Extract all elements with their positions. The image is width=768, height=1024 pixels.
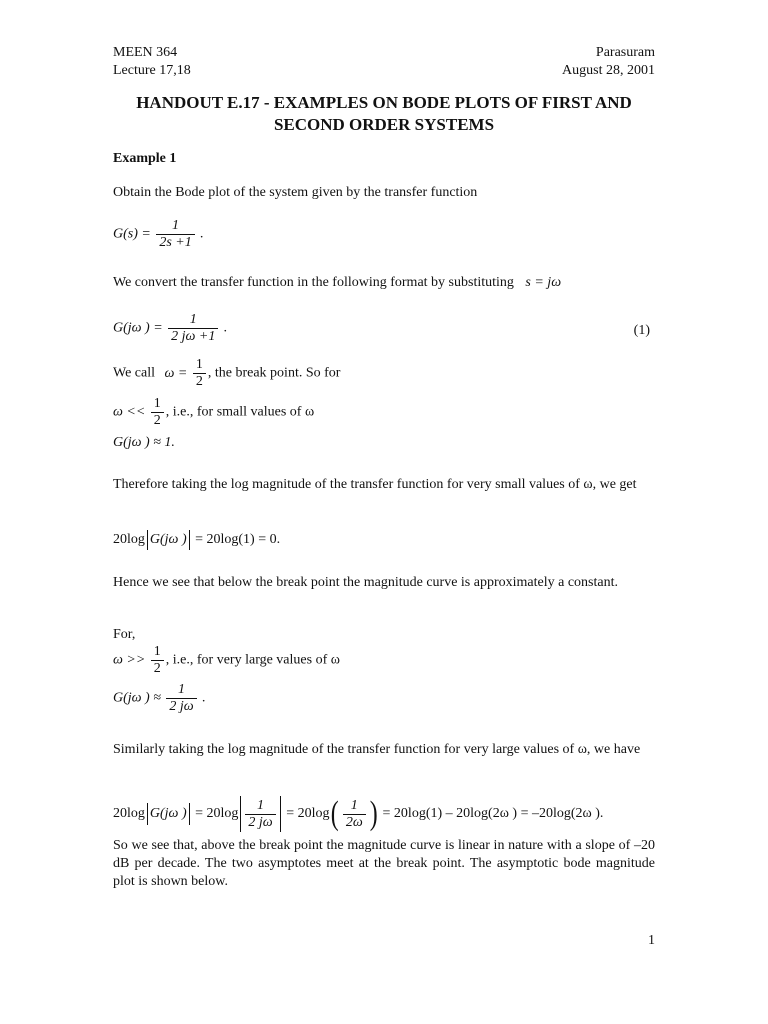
equation-approx-1: G(jω ) ≈ 1. — [113, 435, 175, 450]
paragraph-constant: Hence we see that below the break point the magnitude curve is approximately a constant. — [113, 575, 618, 590]
fraction — [166, 682, 196, 715]
fraction — [343, 798, 366, 831]
numerator: 1 — [178, 682, 186, 697]
author-name: Parasuram — [595, 45, 655, 60]
call-text: We call — [113, 365, 156, 381]
page-title-line1: HANDOUT E.17 - EXAMPLES ON BODE PLOTS OF FIRST AND — [136, 93, 632, 112]
numerator: 1 — [350, 797, 358, 813]
handout-date: August 28, 2001 — [562, 63, 655, 78]
page-number: 1 — [648, 933, 655, 948]
abs-bar-right — [280, 796, 281, 832]
equation-log-small — [113, 530, 280, 550]
numerator: 1 — [172, 218, 180, 233]
eq-20log: 20log — [113, 532, 145, 548]
eq-dot: . — [200, 226, 204, 242]
denominator: 2 jω — [166, 698, 196, 715]
section-heading: Example 1 — [113, 151, 177, 166]
eq-gjw: G(jω ) — [149, 532, 187, 548]
abs-bar-left — [147, 530, 148, 550]
paragraph-log-small: Therefore taking the log magnitude of the transfer function for very small values of ω, we get — [113, 477, 637, 492]
eq-lhs: G(s) = — [113, 226, 151, 242]
equation-log-large — [113, 796, 603, 832]
small-values-text: , i.e., for small values of ω — [165, 404, 315, 420]
paragraph-convert — [113, 274, 561, 292]
fraction — [245, 798, 275, 831]
break-text: , the break point. So for — [207, 365, 341, 381]
paren-left: ( — [331, 795, 340, 832]
paragraph-for: For, — [113, 627, 136, 642]
eq-lhs: G(jω ) = — [113, 320, 163, 336]
fraction-half — [193, 357, 206, 390]
equation-gs — [113, 218, 204, 251]
eq-dot: . — [202, 690, 206, 706]
eq-20log: 20log — [113, 806, 145, 822]
fraction — [168, 312, 218, 345]
equation-number: (1) — [633, 323, 650, 338]
eq-dot: . — [223, 320, 228, 336]
eq-rhs: = 20log(1) – 20log(2ω ) = –20log(2ω ). — [382, 806, 604, 822]
eq-mid2: = 20log — [286, 806, 330, 822]
substitution: s = jω — [525, 275, 562, 290]
fraction — [156, 218, 194, 251]
fraction-half — [151, 644, 164, 677]
paragraph-intro: Obtain the Bode plot of the system given by the transfer function — [113, 185, 478, 200]
numerator: 1 — [153, 644, 161, 659]
denominator: 2 — [151, 412, 164, 429]
course-code: MEEN 364 — [113, 45, 178, 60]
equation-approx-large — [113, 682, 206, 715]
omega-gg: ω >> — [113, 652, 146, 668]
abs-bar-left — [240, 796, 241, 832]
eq-rhs: = 20log(1) = 0. — [195, 532, 281, 548]
large-omega-line — [113, 644, 340, 677]
abs-bar-left — [147, 803, 148, 825]
denominator: 2 — [151, 660, 164, 677]
paren-right: ) — [369, 795, 378, 832]
fraction-half — [151, 396, 164, 429]
numerator: 1 — [195, 357, 203, 372]
eq-mid1: = 20log — [195, 806, 239, 822]
omega-ll: ω << — [113, 404, 146, 420]
abs-bar-right — [189, 803, 190, 825]
lecture-number: Lecture 17,18 — [113, 63, 191, 78]
denominator: 2 jω +1 — [168, 328, 218, 345]
abs-bar-right — [189, 530, 190, 550]
denominator: 2ω — [343, 814, 366, 831]
convert-text: We convert the transfer function in the following format by substituting — [113, 275, 514, 290]
eq-gjw: G(jω ) — [149, 806, 187, 822]
paragraph-conclusion: So we see that, above the break point the magnitude curve is linear in nature with a slope of –20 dB per decade. The two asymptotes meet at the break point. The asymptotic bode magnitude plot is shown below. — [113, 838, 655, 889]
omega-eq: ω = — [164, 365, 188, 381]
denominator: 2 jω — [245, 814, 275, 831]
numerator: 1 — [189, 312, 197, 327]
denominator: 2s +1 — [156, 234, 194, 251]
numerator: 1 — [153, 396, 161, 411]
numerator: 1 — [257, 797, 265, 813]
page-title-line2: SECOND ORDER SYSTEMS — [273, 115, 495, 134]
eq-lhs: G(jω ) ≈ — [113, 690, 161, 706]
break-point-line — [113, 357, 340, 390]
equation-1 — [113, 312, 227, 345]
paragraph-log-large: Similarly taking the log magnitude of the transfer function for very large values of ω, we have — [113, 742, 641, 757]
denominator: 2 — [193, 373, 206, 390]
large-values-text: , i.e., for very large values of ω — [165, 652, 340, 668]
small-omega-line — [113, 396, 314, 429]
